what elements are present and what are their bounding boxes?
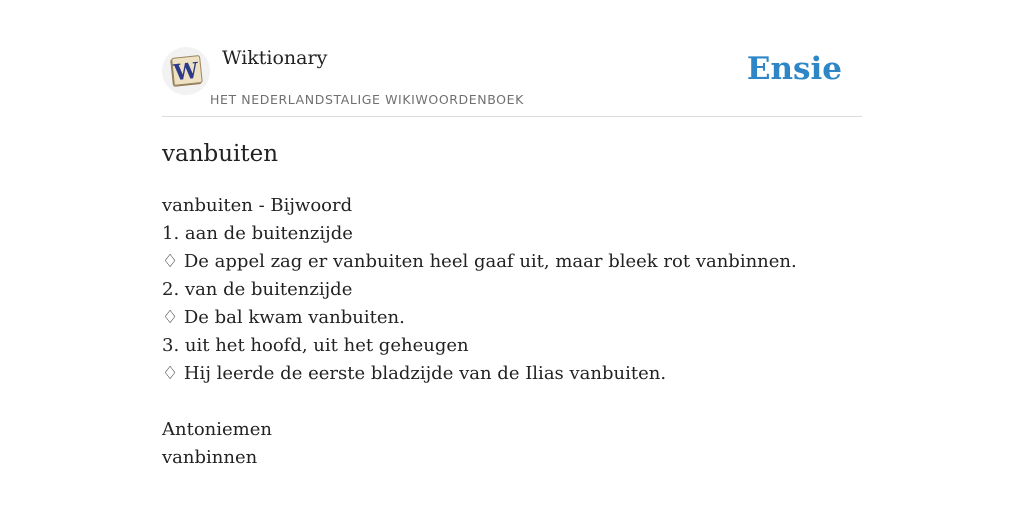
entry-heading: vanbuiten - Bijwoord bbox=[162, 195, 353, 216]
entry-content bbox=[162, 192, 797, 472]
site-name[interactable]: Wiktionary bbox=[222, 47, 328, 69]
sense-definition-2: 2. van de buitenzijde bbox=[162, 279, 353, 300]
sense-definition-3: 3. uit het hoofd, uit het geheugen bbox=[162, 335, 469, 356]
page-title: vanbuiten bbox=[162, 141, 279, 167]
sense-definition-1: 1. aan de buitenzijde bbox=[162, 223, 353, 244]
ensie-brand-link[interactable]: Ensie bbox=[746, 51, 842, 87]
wiktionary-tile-icon bbox=[168, 53, 204, 89]
section-spacer bbox=[162, 388, 797, 416]
sense-example-1: ♢ De appel zag er vanbuiten heel gaaf uit, maar bleek rot vanbinnen. bbox=[162, 251, 797, 272]
antonyms-value: vanbinnen bbox=[162, 447, 258, 468]
sense-example-2: ♢ De bal kwam vanbuiten. bbox=[162, 307, 405, 328]
antonyms-label: Antoniemen bbox=[162, 419, 272, 440]
sense-example-3: ♢ Hij leerde de eerste bladzijde van de Ilias vanbuiten. bbox=[162, 363, 667, 384]
logo-letter: W bbox=[172, 57, 200, 87]
site-tagline: HET NEDERLANDSTALIGE WIKIWOORDENBOEK bbox=[210, 92, 524, 107]
wiktionary-logo-icon[interactable] bbox=[162, 47, 210, 95]
site-header bbox=[162, 40, 862, 117]
